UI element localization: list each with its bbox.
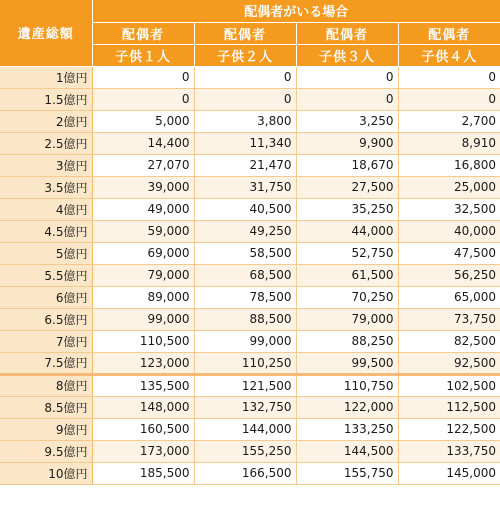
tax-value-cell: 0 bbox=[92, 66, 194, 88]
table-row bbox=[0, 330, 500, 352]
tax-value-cell: 78,500 bbox=[194, 286, 296, 308]
tax-value-cell: 0 bbox=[296, 88, 398, 110]
tax-value-cell: 18,670 bbox=[296, 154, 398, 176]
table-row bbox=[0, 374, 500, 396]
spouse-group-header: 配偶者がいる場合 bbox=[92, 0, 500, 22]
tax-value-cell: 99,000 bbox=[194, 330, 296, 352]
tax-value-cell: 70,250 bbox=[296, 286, 398, 308]
tax-value-cell: 56,250 bbox=[398, 264, 500, 286]
tax-value-cell: 52,750 bbox=[296, 242, 398, 264]
estate-amount-cell: 3.5億円 bbox=[0, 176, 92, 198]
tax-value-cell: 155,750 bbox=[296, 462, 398, 484]
tax-value-cell: 123,000 bbox=[92, 352, 194, 374]
tax-value-cell: 145,000 bbox=[398, 462, 500, 484]
tax-value-cell: 73,750 bbox=[398, 308, 500, 330]
table-header bbox=[0, 0, 500, 66]
tax-value-cell: 21,470 bbox=[194, 154, 296, 176]
tax-value-cell: 47,500 bbox=[398, 242, 500, 264]
tax-value-cell: 2,700 bbox=[398, 110, 500, 132]
tax-value-cell: 8,910 bbox=[398, 132, 500, 154]
tax-value-cell: 3,250 bbox=[296, 110, 398, 132]
tax-value-cell: 16,800 bbox=[398, 154, 500, 176]
table-row bbox=[0, 110, 500, 132]
tax-value-cell: 27,070 bbox=[92, 154, 194, 176]
table-row bbox=[0, 176, 500, 198]
estate-amount-cell: 1.5億円 bbox=[0, 88, 92, 110]
tax-value-cell: 121,500 bbox=[194, 374, 296, 396]
tax-value-cell: 110,750 bbox=[296, 374, 398, 396]
tax-value-cell: 160,500 bbox=[92, 418, 194, 440]
table-row bbox=[0, 66, 500, 88]
tax-value-cell: 0 bbox=[398, 88, 500, 110]
tax-value-cell: 61,500 bbox=[296, 264, 398, 286]
tax-value-cell: 102,500 bbox=[398, 374, 500, 396]
tax-value-cell: 68,500 bbox=[194, 264, 296, 286]
estate-amount-cell: 8.5億円 bbox=[0, 396, 92, 418]
column-header-spouse: 配偶者 bbox=[296, 22, 398, 44]
tax-value-cell: 25,000 bbox=[398, 176, 500, 198]
tax-value-cell: 5,000 bbox=[92, 110, 194, 132]
column-header-children: 子供４人 bbox=[398, 44, 500, 66]
tax-value-cell: 49,250 bbox=[194, 220, 296, 242]
column-header-spouse: 配偶者 bbox=[398, 22, 500, 44]
column-header-spouse: 配偶者 bbox=[92, 22, 194, 44]
tax-value-cell: 144,500 bbox=[296, 440, 398, 462]
estate-amount-cell: 5億円 bbox=[0, 242, 92, 264]
tax-value-cell: 155,250 bbox=[194, 440, 296, 462]
column-header-spouse: 配偶者 bbox=[194, 22, 296, 44]
table-row bbox=[0, 198, 500, 220]
tax-value-cell: 59,000 bbox=[92, 220, 194, 242]
tax-value-cell: 135,500 bbox=[92, 374, 194, 396]
table-row bbox=[0, 418, 500, 440]
estate-amount-cell: 5.5億円 bbox=[0, 264, 92, 286]
tax-value-cell: 44,000 bbox=[296, 220, 398, 242]
table-row bbox=[0, 132, 500, 154]
tax-value-cell: 3,800 bbox=[194, 110, 296, 132]
tax-value-cell: 185,500 bbox=[92, 462, 194, 484]
table-row bbox=[0, 352, 500, 374]
tax-value-cell: 0 bbox=[194, 66, 296, 88]
tax-value-cell: 112,500 bbox=[398, 396, 500, 418]
table-row bbox=[0, 88, 500, 110]
tax-value-cell: 166,500 bbox=[194, 462, 296, 484]
tax-value-cell: 144,000 bbox=[194, 418, 296, 440]
tax-value-cell: 39,000 bbox=[92, 176, 194, 198]
table-body bbox=[0, 66, 500, 484]
estate-amount-cell: 4億円 bbox=[0, 198, 92, 220]
tax-value-cell: 11,340 bbox=[194, 132, 296, 154]
estate-amount-cell: 8億円 bbox=[0, 374, 92, 396]
estate-amount-cell: 7.5億円 bbox=[0, 352, 92, 374]
tax-value-cell: 110,500 bbox=[92, 330, 194, 352]
tax-value-cell: 32,500 bbox=[398, 198, 500, 220]
table-row bbox=[0, 396, 500, 418]
tax-value-cell: 92,500 bbox=[398, 352, 500, 374]
tax-value-cell: 58,500 bbox=[194, 242, 296, 264]
estate-amount-cell: 1億円 bbox=[0, 66, 92, 88]
tax-value-cell: 27,500 bbox=[296, 176, 398, 198]
estate-amount-cell: 2.5億円 bbox=[0, 132, 92, 154]
tax-value-cell: 14,400 bbox=[92, 132, 194, 154]
tax-value-cell: 49,000 bbox=[92, 198, 194, 220]
tax-value-cell: 35,250 bbox=[296, 198, 398, 220]
estate-amount-cell: 4.5億円 bbox=[0, 220, 92, 242]
column-header-children: 子供３人 bbox=[296, 44, 398, 66]
table-row bbox=[0, 462, 500, 484]
tax-value-cell: 79,000 bbox=[296, 308, 398, 330]
column-header-children: 子供１人 bbox=[92, 44, 194, 66]
column-header-children: 子供２人 bbox=[194, 44, 296, 66]
table-row bbox=[0, 242, 500, 264]
tax-value-cell: 40,500 bbox=[194, 198, 296, 220]
table-row bbox=[0, 308, 500, 330]
table-row bbox=[0, 440, 500, 462]
estate-amount-cell: 10億円 bbox=[0, 462, 92, 484]
table-row bbox=[0, 286, 500, 308]
estate-amount-cell: 2億円 bbox=[0, 110, 92, 132]
tax-value-cell: 148,000 bbox=[92, 396, 194, 418]
tax-value-cell: 133,750 bbox=[398, 440, 500, 462]
tax-value-cell: 133,250 bbox=[296, 418, 398, 440]
tax-value-cell: 31,750 bbox=[194, 176, 296, 198]
tax-value-cell: 9,900 bbox=[296, 132, 398, 154]
tax-value-cell: 89,000 bbox=[92, 286, 194, 308]
tax-value-cell: 122,000 bbox=[296, 396, 398, 418]
estate-amount-cell: 9億円 bbox=[0, 418, 92, 440]
tax-value-cell: 173,000 bbox=[92, 440, 194, 462]
table-row bbox=[0, 154, 500, 176]
tax-value-cell: 99,500 bbox=[296, 352, 398, 374]
tax-value-cell: 0 bbox=[92, 88, 194, 110]
estate-amount-cell: 9.5億円 bbox=[0, 440, 92, 462]
tax-value-cell: 0 bbox=[296, 66, 398, 88]
tax-value-cell: 40,000 bbox=[398, 220, 500, 242]
table-row bbox=[0, 264, 500, 286]
estate-amount-cell: 6億円 bbox=[0, 286, 92, 308]
tax-value-cell: 65,000 bbox=[398, 286, 500, 308]
estate-total-header: 遺産総額 bbox=[0, 0, 92, 66]
tax-value-cell: 110,250 bbox=[194, 352, 296, 374]
tax-value-cell: 69,000 bbox=[92, 242, 194, 264]
tax-value-cell: 99,000 bbox=[92, 308, 194, 330]
tax-value-cell: 88,500 bbox=[194, 308, 296, 330]
tax-value-cell: 132,750 bbox=[194, 396, 296, 418]
tax-value-cell: 82,500 bbox=[398, 330, 500, 352]
tax-value-cell: 0 bbox=[194, 88, 296, 110]
tax-value-cell: 88,250 bbox=[296, 330, 398, 352]
estate-amount-cell: 3億円 bbox=[0, 154, 92, 176]
estate-amount-cell: 7億円 bbox=[0, 330, 92, 352]
estate-amount-cell: 6.5億円 bbox=[0, 308, 92, 330]
tax-value-cell: 0 bbox=[398, 66, 500, 88]
table-row bbox=[0, 220, 500, 242]
tax-value-cell: 79,000 bbox=[92, 264, 194, 286]
tax-value-cell: 122,500 bbox=[398, 418, 500, 440]
